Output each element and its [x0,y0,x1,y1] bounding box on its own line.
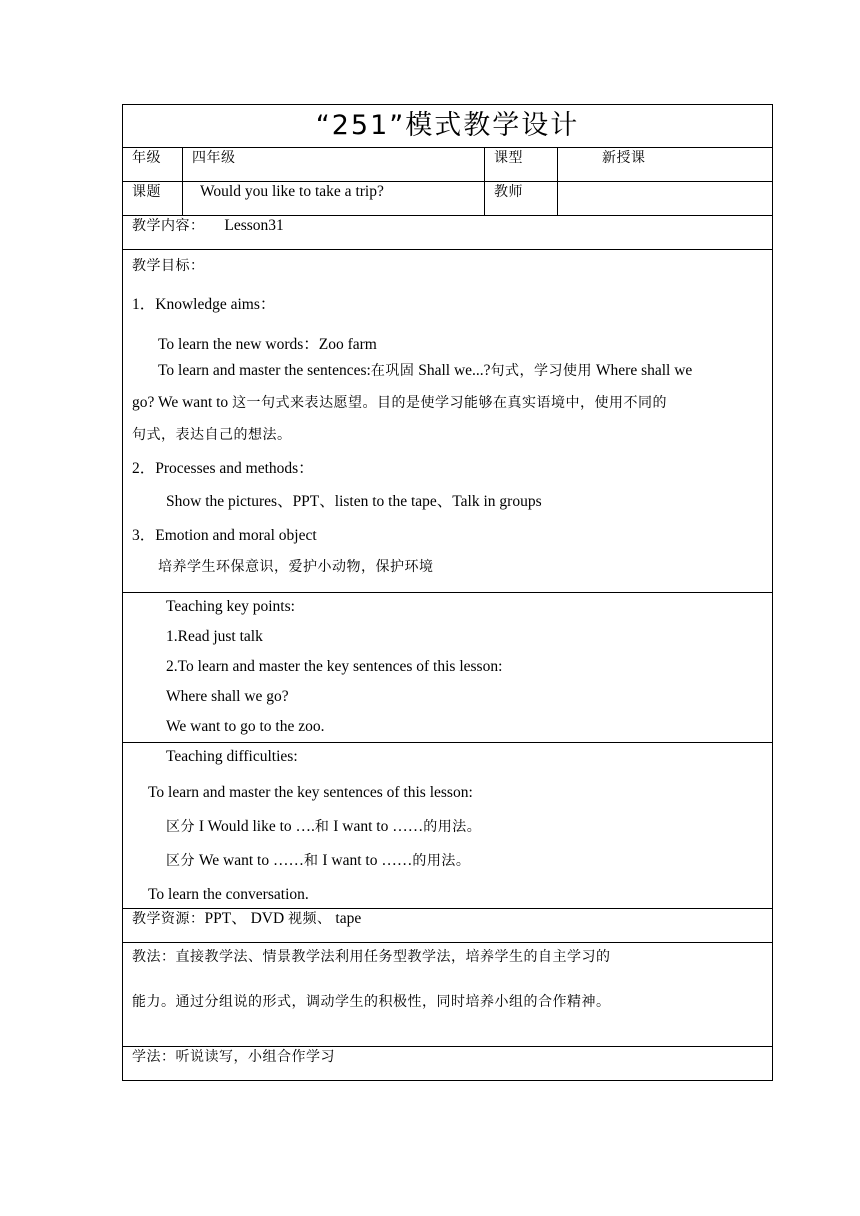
title-row [123,105,773,148]
grade-label: 年级 [132,150,161,166]
page-title: “251”模式教学设计 [315,110,580,141]
objectives-row [123,250,773,593]
key-point-item: Where shall we go? [166,688,289,705]
knowledge-line-1: To learn the new words：Zoo farm [158,336,377,353]
resources-value-2: 视频、 [288,911,332,927]
resources-value-1: PPT、 DVD [204,910,289,927]
difficulties-row [123,743,773,909]
teacher-label-cell [485,182,558,216]
key-point-item: We want to go to the zoo. [166,718,325,735]
topic-row [123,182,773,216]
topic-label-cell [123,182,183,216]
content-cell [123,216,773,250]
teacher-value-cell [558,182,773,216]
resources-value-3: tape [331,910,362,927]
teaching-method-cell [123,943,773,1047]
learning-method-text: 学法：听说读写，小组合作学习 [132,1049,335,1065]
title-cell [123,105,773,148]
resources-row [123,909,773,943]
difficulties-line-2: 区分 I Would like to ….和 I want to ……的用法。 [166,818,482,835]
resources-cell [123,909,773,943]
topic-label: 课题 [132,184,161,200]
objectives-label: 教学目标： [132,258,205,274]
resources-label: 教学资源： [132,911,205,927]
grade-row [123,148,773,182]
difficulties-line-3: 区分 We want to ……和 I want to ……的用法。 [166,852,471,869]
lesson-type-value: 新授课 [602,150,646,166]
teaching-method-line-2: 能力。通过分组说的形式，调动学生的积极性，同时培养小组的合作精神。 [132,994,611,1010]
difficulties-line-4: To learn the conversation. [148,886,309,903]
knowledge-heading: 1．Knowledge aims： [132,296,276,313]
difficulties-cell [123,743,773,909]
process-line: Show the pictures、PPT、listen to the tape、Talk in groups [166,493,542,510]
learning-method-row [123,1047,773,1081]
key-points-row [123,593,773,743]
lesson-type-label: 课型 [494,150,523,166]
key-points-cell [123,593,773,743]
content-value: Lesson31 [224,217,284,234]
key-point-item: 1.Read just talk [166,628,263,645]
lesson-plan-table [122,104,773,1081]
grade-value: 四年级 [192,150,236,166]
process-heading: 2．Processes and methods： [132,460,314,477]
teacher-label: 教师 [494,184,523,200]
topic-value-cell [183,182,485,216]
key-points-heading: Teaching key points: [166,598,295,615]
difficulties-heading: Teaching difficulties: [166,748,298,765]
knowledge-line-3: go? We want to 这一句式来表达愿望。目的是使学习能够在真实语境中，使用不同的 [132,394,668,411]
key-point-item: 2.To learn and master the key sentences of this lesson: [166,658,503,675]
difficulties-line-1: To learn and master the key sentences of this lesson: [148,784,473,801]
learning-method-cell [123,1047,773,1081]
emotion-line: 培养学生环保意识，爱护小动物，保护环境 [158,559,434,575]
emotion-heading: 3．Emotion and moral object [132,527,317,544]
content-row [123,216,773,250]
content-label: 教学内容： [132,218,205,234]
knowledge-line-2: To learn and master the sentences:在巩固 Shall we...?句式，学习使用 Where shall we [158,362,693,379]
knowledge-line-4: 句式，表达自己的想法。 [132,427,292,443]
objectives-cell [123,250,773,593]
grade-label-cell [123,148,183,182]
topic-value: Would you like to take a trip? [200,183,384,200]
lesson-type-label-cell [485,148,558,182]
teaching-method-row [123,943,773,1047]
grade-value-cell [183,148,485,182]
teaching-method-line-1: 教法：直接教学法、情景教学法利用任务型教学法，培养学生的自主学习的 [132,949,611,965]
lesson-type-value-cell [558,148,773,182]
